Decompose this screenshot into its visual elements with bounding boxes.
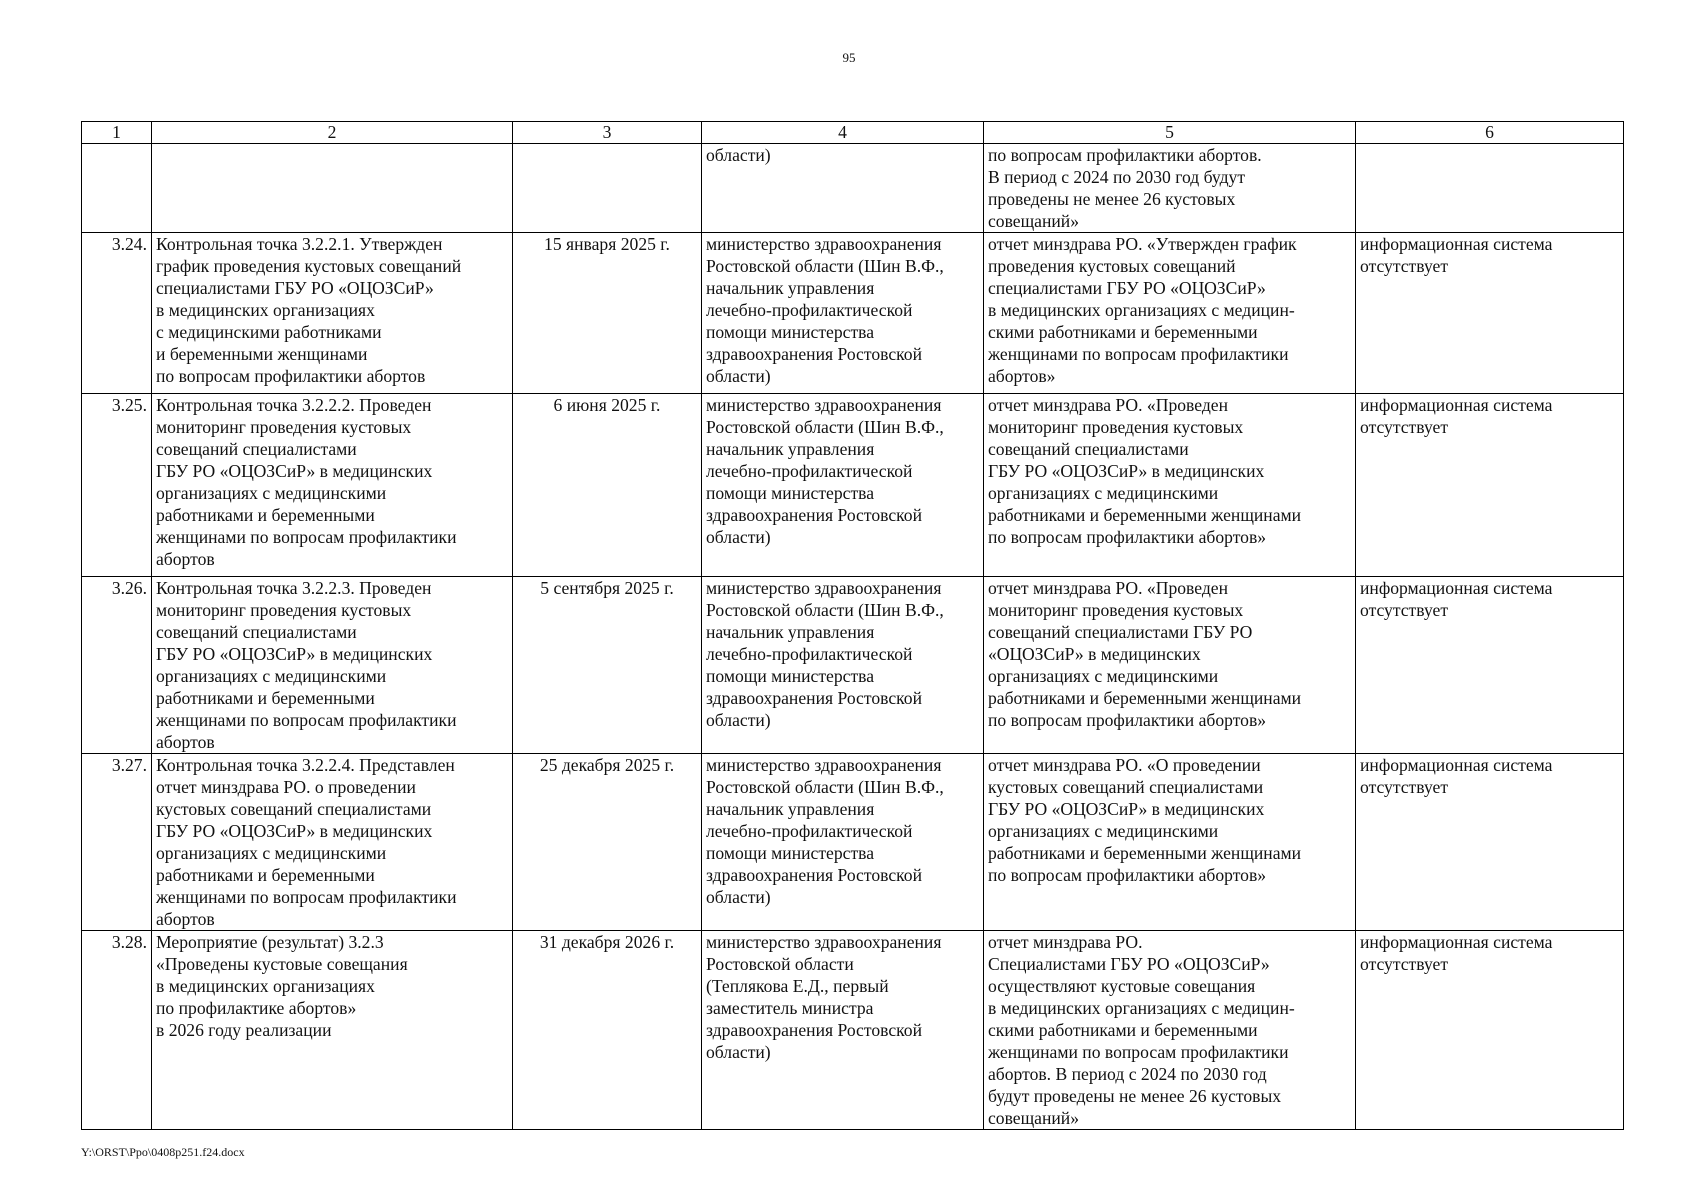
plan-table: [81, 121, 1624, 1130]
table-row: [82, 394, 1624, 577]
row-number: 3.25.: [82, 394, 152, 577]
info-system: информационная система отсутствует: [1356, 233, 1624, 394]
event-name: Контрольная точка 3.2.2.3. Проведен мониторинг проведения кустовых совещаний специалистами ГБУ РО «ОЦОЗСиР» в медицинских организациях с медицинскими работниками и беременными женщинами по вопросам профилактики абортов: [152, 577, 513, 754]
table-row: [82, 577, 1624, 754]
table-row: [82, 233, 1624, 394]
table-row: [82, 144, 1624, 233]
row-number: 3.26.: [82, 577, 152, 754]
info-system: информационная система отсутствует: [1356, 931, 1624, 1130]
result-document: отчет минздрава РО. «Проведен мониторинг проведения кустовых совещаний специалистами ГБУ РО «ОЦОЗСиР» в медицинских организациях с медицинскими работниками и беременными женщинами по вопросам профилактики абортов»: [984, 394, 1356, 577]
event-name: Мероприятие (результат) 3.2.3 «Проведены кустовые совещания в медицинских организациях по профилактике абортов» в 2026 году реализации: [152, 931, 513, 1130]
column-header: 6: [1356, 122, 1624, 144]
responsible: министерство здравоохранения Ростовской области (Теплякова Е.Д., первый заместитель министра здравоохранения Ростовской области): [702, 931, 984, 1130]
column-header: 1: [82, 122, 152, 144]
info-system: информационная система отсутствует: [1356, 577, 1624, 754]
column-header: 4: [702, 122, 984, 144]
row-number: 3.28.: [82, 931, 152, 1130]
row-number: 3.27.: [82, 754, 152, 931]
result-document: отчет минздрава РО. «Утвержден график проведения кустовых совещаний специалистами ГБУ РО «ОЦОЗСиР» в медицинских организациях с медицин- скими работниками и беременными женщинами по вопросам профилактики абортов»: [984, 233, 1356, 394]
due-date: 25 декабря 2025 г.: [513, 754, 702, 931]
event-name: Контрольная точка 3.2.2.2. Проведен мониторинг проведения кустовых совещаний специалистами ГБУ РО «ОЦОЗСиР» в медицинских организациях с медицинскими работниками и беременными женщинами по вопросам профилактики абортов: [152, 394, 513, 577]
page-number: 95: [842, 50, 856, 65]
result-document: отчет минздрава РО. Специалистами ГБУ РО «ОЦОЗСиР» осуществляют кустовые совещания в медицинских организациях с медицин- скими работниками и беременными женщинами по вопросам профилактики абортов. В период с 2024 по 2030 год будут проведены не менее 26 кустовых совещаний»: [984, 931, 1356, 1130]
due-date: 5 сентября 2025 г.: [513, 577, 702, 754]
due-date: [513, 144, 702, 233]
due-date: 15 января 2025 г.: [513, 233, 702, 394]
column-header: 5: [984, 122, 1356, 144]
event-name: [152, 144, 513, 233]
result-document: отчет минздрава РО. «О проведении кустовых совещаний специалистами ГБУ РО «ОЦОЗСиР» в медицинских организациях с медицинскими работниками и беременными женщинами по вопросам профилактики абортов»: [984, 754, 1356, 931]
event-name: Контрольная точка 3.2.2.4. Представлен отчет минздрава РО. о проведении кустовых совещаний специалистами ГБУ РО «ОЦОЗСиР» в медицинских организациях с медицинскими работниками и беременными женщинами по вопросам профилактики абортов: [152, 754, 513, 931]
responsible: министерство здравоохранения Ростовской области (Шин В.Ф., начальник управления лечебно-профилактической помощи министерства здравоохранения Ростовской области): [702, 754, 984, 931]
header-row: [82, 122, 1624, 144]
responsible: министерство здравоохранения Ростовской области (Шин В.Ф., начальник управления лечебно-профилактической помощи министерства здравоохранения Ростовской области): [702, 394, 984, 577]
due-date: 6 июня 2025 г.: [513, 394, 702, 577]
responsible: министерство здравоохранения Ростовской области (Шин В.Ф., начальник управления лечебно-профилактической помощи министерства здравоохранения Ростовской области): [702, 233, 984, 394]
event-name: Контрольная точка 3.2.2.1. Утвержден график проведения кустовых совещаний специалистами ГБУ РО «ОЦОЗСиР» в медицинских организациях с медицинскими работниками и беременными женщинами по вопросам профилактики абортов: [152, 233, 513, 394]
result-document: отчет минздрава РО. «Проведен мониторинг проведения кустовых совещаний специалистами ГБУ РО «ОЦОЗСиР» в медицинских организациях с медицинскими работниками и беременными женщинами по вопросам профилактики абортов»: [984, 577, 1356, 754]
column-header: 3: [513, 122, 702, 144]
table-row: [82, 931, 1624, 1130]
table-row: [82, 754, 1624, 931]
responsible: области): [702, 144, 984, 233]
due-date: 31 декабря 2026 г.: [513, 931, 702, 1130]
row-number: 3.24.: [82, 233, 152, 394]
file-path-footer: Y:\ORST\Ppo\0408p251.f24.docx: [81, 1145, 245, 1159]
column-header: 2: [152, 122, 513, 144]
row-number: [82, 144, 152, 233]
responsible: министерство здравоохранения Ростовской области (Шин В.Ф., начальник управления лечебно-профилактической помощи министерства здравоохранения Ростовской области): [702, 577, 984, 754]
result-document: по вопросам профилактики абортов. В период с 2024 по 2030 год будут проведены не менее 26 кустовых совещаний»: [984, 144, 1356, 233]
info-system: [1356, 144, 1624, 233]
info-system: информационная система отсутствует: [1356, 394, 1624, 577]
info-system: информационная система отсутствует: [1356, 754, 1624, 931]
